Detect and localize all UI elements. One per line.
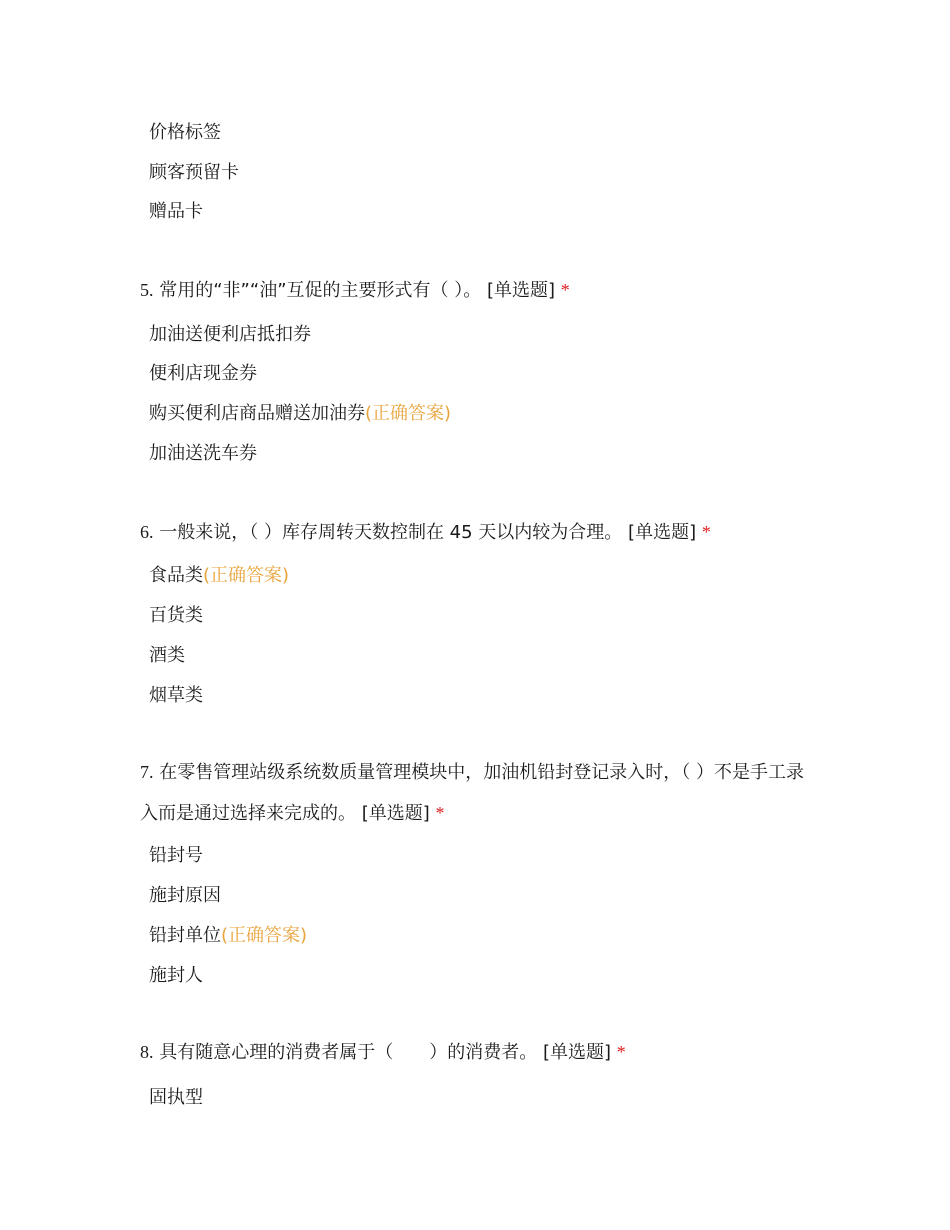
question-title — [140, 270, 810, 311]
option-item — [149, 1086, 203, 1110]
question-text: 在零售管理站级系统数质量管理模块中，加油机铅封登记录入时，（ ）不是手工录入而是通过选择来完成的。 — [140, 762, 804, 824]
question-title — [140, 752, 810, 834]
option-label: 食品类 — [149, 565, 203, 586]
option-item — [149, 200, 203, 224]
correct-answer-mark: (正确答案) — [365, 403, 452, 424]
option-label: 赠品卡 — [149, 201, 203, 222]
option-item — [149, 964, 203, 988]
question-text: 一般来说，（ ）库存周转天数控制在 45 天以内较为合理。 — [159, 522, 623, 543]
option-item — [149, 884, 221, 908]
question-type: [单选题] — [487, 280, 556, 301]
question-number: 6. — [140, 522, 154, 542]
option-item — [149, 844, 203, 868]
option-item — [149, 121, 221, 145]
question-text: 常用的“非”“油”互促的主要形式有（ ）。 — [159, 280, 482, 301]
option-item — [149, 924, 307, 948]
option-label: 百货类 — [149, 605, 203, 626]
option-item — [149, 644, 185, 668]
option-item — [149, 362, 257, 386]
option-item — [149, 402, 451, 426]
option-label: 价格标签 — [149, 122, 221, 143]
option-item — [149, 161, 239, 185]
question-title — [140, 1032, 810, 1073]
option-label: 施封人 — [149, 965, 203, 986]
option-label: 购买便利店商品赠送加油券 — [149, 403, 365, 424]
option-item — [149, 564, 289, 588]
question-number: 7. — [140, 762, 154, 782]
option-label: 施封原因 — [149, 885, 221, 906]
required-mark: * — [701, 522, 711, 542]
option-label: 加油送洗车券 — [149, 443, 257, 464]
question-type: [单选题] — [628, 522, 697, 543]
option-label: 酒类 — [149, 645, 185, 666]
option-item — [149, 684, 203, 708]
question-type: [单选题] — [542, 1042, 612, 1063]
option-item — [149, 323, 311, 347]
required-mark: * — [435, 803, 445, 823]
question-text: 具有随意心理的消费者属于（ ）的消费者。 — [159, 1042, 538, 1063]
option-label: 固执型 — [149, 1087, 203, 1108]
option-label: 加油送便利店抵扣券 — [149, 324, 311, 345]
option-label: 顾客预留卡 — [149, 162, 239, 183]
option-label: 铅封号 — [149, 845, 203, 866]
required-mark: * — [616, 1042, 626, 1062]
option-label: 便利店现金券 — [149, 363, 257, 384]
option-label: 烟草类 — [149, 685, 203, 706]
question-type: [单选题] — [361, 803, 430, 824]
option-item — [149, 442, 257, 466]
question-number: 8. — [140, 1042, 154, 1062]
question-number: 5. — [140, 280, 154, 300]
correct-answer-mark: (正确答案) — [203, 565, 290, 586]
option-label: 铅封单位 — [149, 925, 221, 946]
question-title — [140, 512, 810, 553]
correct-answer-mark: (正确答案) — [221, 925, 308, 946]
required-mark: * — [560, 280, 570, 300]
option-item — [149, 604, 203, 628]
